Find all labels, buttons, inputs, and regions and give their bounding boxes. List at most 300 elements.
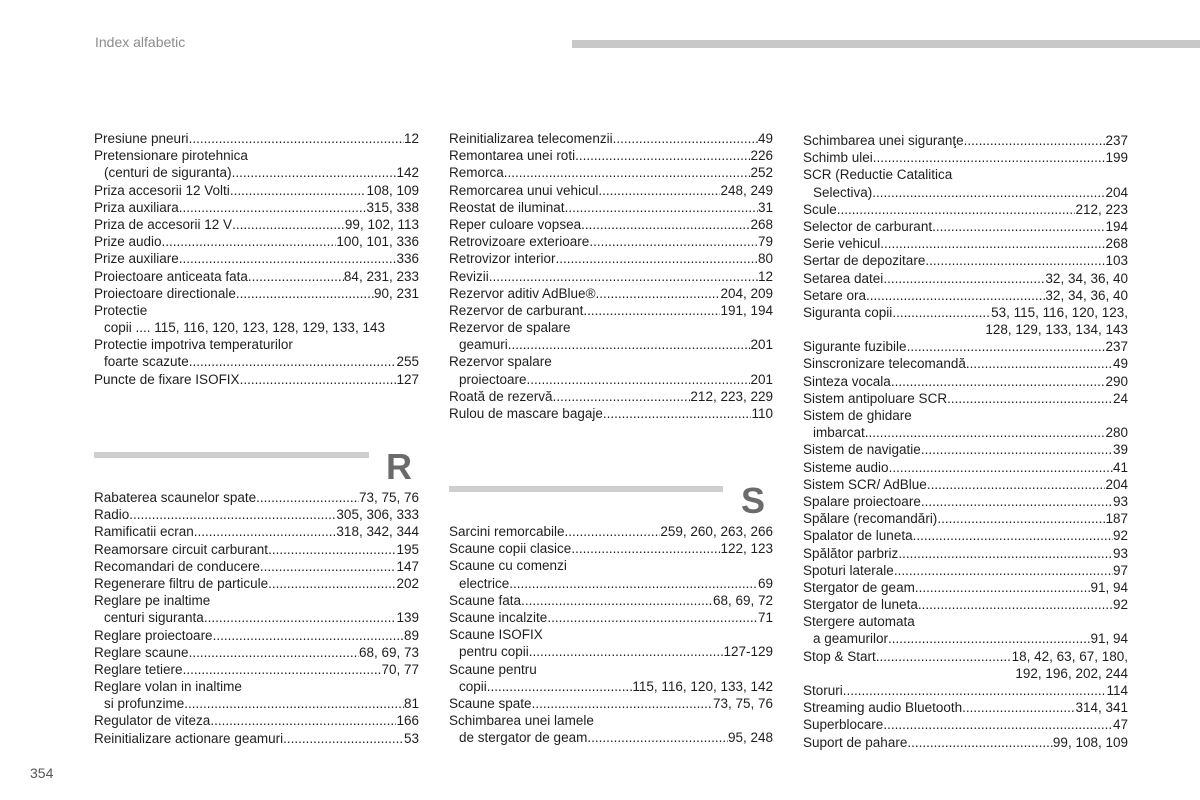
index-entry [449, 319, 773, 336]
index-entry [449, 609, 773, 626]
index-term: Reglare scaune [94, 644, 189, 660]
leader-dots [964, 132, 1106, 149]
index-column-1-r [94, 489, 419, 747]
leader-dots [529, 643, 724, 660]
leader-dots [189, 130, 404, 147]
leader-dots [932, 218, 1105, 235]
page-refs: 201 [750, 371, 773, 387]
index-entry [94, 541, 419, 558]
leader-dots [876, 648, 1012, 665]
leader-dots [508, 336, 751, 353]
index-entry [94, 353, 419, 370]
index-entry [449, 626, 773, 643]
index-term: Remorcarea unui vehicul [449, 182, 599, 198]
page-refs: 70, 77 [381, 661, 419, 677]
page-header-title: Index alfabetic [95, 34, 186, 50]
index-entry [803, 304, 1128, 321]
index-entry [449, 164, 773, 181]
page-refs: 108, 109 [366, 182, 419, 198]
index-entry [449, 643, 773, 660]
index-entry [803, 407, 1128, 424]
page-refs: 202 [396, 575, 419, 591]
index-entry [94, 609, 419, 626]
index-term: Proiectoare anticeata fata [94, 268, 248, 284]
index-entry [803, 355, 1128, 372]
page-refs: 237 [1105, 339, 1128, 355]
index-term: Sinscronizare telecomandă [803, 356, 966, 372]
index-entry [94, 371, 419, 388]
leader-dots [532, 695, 713, 712]
index-term: Radio [94, 507, 130, 523]
index-term: Scaune ISOFIX [449, 627, 543, 643]
leader-dots [883, 270, 1045, 287]
page-refs: 259, 260, 263, 266 [660, 524, 773, 539]
page-refs: 73, 75, 76 [358, 490, 419, 505]
index-term: Scaune cu comenzi [449, 558, 567, 574]
index-term: copii .... 115, 116, 120, 123, 128, 129, 133, 143 [104, 320, 385, 336]
page-refs: 195 [396, 541, 419, 557]
index-entry [803, 527, 1128, 544]
index-entry [449, 233, 773, 250]
index-entry [94, 575, 419, 592]
header-rule [572, 40, 1200, 48]
index-term: Stergator de geam [803, 579, 915, 595]
index-term: Scaune fata [449, 592, 522, 608]
index-entry [94, 130, 419, 147]
index-entry [94, 147, 419, 164]
index-term: SCR (Reductie Catalitica [803, 167, 953, 183]
page-refs: 315, 338 [366, 199, 419, 215]
page-refs: 110 [751, 406, 773, 421]
index-term: Recomandari de conducere [94, 558, 260, 574]
index-entry [449, 695, 773, 712]
index-entry [803, 716, 1128, 733]
index-term: Spălător parbriz [803, 545, 899, 561]
index-term: Suport de pahare [803, 734, 908, 750]
index-entry [803, 579, 1128, 596]
page-refs: 187 [1105, 511, 1128, 527]
index-entry [803, 424, 1128, 441]
index-term: Reglare pe inaltime [94, 593, 211, 609]
index-entry [94, 319, 419, 336]
index-entry [94, 506, 419, 523]
page-refs: 95, 248 [727, 730, 773, 746]
index-term: Retrovizor interior [449, 251, 556, 267]
index-term: si profunzime [104, 696, 185, 712]
page-refs: 201 [750, 337, 773, 353]
page-refs: 93 [1112, 493, 1128, 509]
page-refs: 100, 101, 336 [336, 234, 419, 250]
page-refs: 122, 123 [720, 541, 773, 557]
page-refs: 12 [403, 131, 419, 146]
leader-dots [232, 164, 397, 181]
page-refs: 268 [1105, 236, 1128, 252]
index-term: Scaune copii clasice [449, 541, 572, 557]
page-number: 354 [30, 765, 54, 781]
index-term: Schimbarea unei siguranţe [803, 133, 964, 148]
index-entry [94, 216, 419, 233]
index-entry [803, 562, 1128, 579]
page-refs: 18, 42, 63, 67, 180, [1011, 648, 1128, 664]
page-refs: 212, 223, 229 [690, 388, 773, 404]
leader-dots [179, 199, 367, 216]
leader-dots [204, 609, 397, 626]
index-entry [803, 270, 1128, 287]
index-entry [449, 712, 773, 729]
page-refs: 39 [1112, 442, 1128, 458]
leader-dots [183, 661, 382, 678]
leader-dots [129, 506, 336, 523]
leader-dots [260, 558, 397, 575]
index-term: Priza accesorii 12 Volti [94, 182, 230, 198]
page-refs: 92 [1112, 597, 1128, 613]
index-term: Storuri [803, 683, 843, 698]
leader-dots [613, 130, 758, 147]
index-entry [803, 665, 1128, 682]
page-refs: 80 [757, 251, 773, 267]
page-refs: 31 [757, 199, 773, 215]
index-entry [449, 575, 773, 592]
index-term: Sistem de navigatie [803, 442, 921, 458]
index-entry [94, 712, 419, 729]
page-refs: 305, 306, 333 [336, 507, 419, 523]
index-entry [449, 729, 773, 746]
leader-dots [230, 182, 367, 199]
page-refs: 92 [1112, 528, 1128, 544]
leader-dots [888, 630, 1090, 647]
leader-dots [937, 510, 1105, 527]
index-entry [94, 164, 419, 181]
index-entry [803, 630, 1128, 647]
leader-dots [571, 540, 720, 557]
leader-dots [179, 250, 397, 267]
page-refs: 194 [1105, 218, 1128, 234]
page-refs: 91, 94 [1090, 579, 1128, 595]
leader-dots [907, 734, 1053, 751]
leader-dots [589, 233, 758, 250]
leader-dots [547, 609, 758, 626]
index-term: Remontarea unei roti [449, 148, 576, 164]
index-term: Stergere automata [803, 614, 915, 630]
index-entry [94, 489, 419, 506]
page-refs: 248, 249 [720, 182, 773, 198]
index-entry [94, 336, 419, 353]
index-column-3-s [803, 132, 1128, 751]
index-entry [803, 252, 1128, 269]
index-term: copii [459, 678, 487, 694]
index-entry [803, 613, 1128, 630]
leader-dots [487, 678, 633, 695]
leader-dots [921, 493, 1113, 510]
index-term: geamuri [459, 337, 508, 353]
index-entry [803, 493, 1128, 510]
index-entry [449, 250, 773, 267]
page-refs: 32, 34, 36, 40 [1045, 270, 1128, 286]
index-term: Rezervor spalare [449, 354, 552, 370]
index-term: Superblocare [803, 717, 884, 733]
index-term: Sistem antipoluare SCR [803, 390, 948, 406]
index-term: Selectiva) [813, 184, 873, 200]
index-entry [94, 730, 419, 747]
index-entry [94, 268, 419, 285]
page-refs: 53 [403, 730, 419, 746]
index-entry [803, 390, 1128, 407]
index-entry [94, 233, 419, 250]
index-entry [803, 459, 1128, 476]
index-entry [803, 699, 1128, 716]
index-entry [803, 321, 1128, 338]
index-column-2-s [449, 523, 773, 746]
index-entry [94, 678, 419, 695]
leader-dots [894, 562, 1113, 579]
leader-dots [866, 287, 1045, 304]
index-term: Prize auxiliare [94, 251, 179, 267]
index-term: Scaune spate [449, 695, 532, 711]
page-refs: 47 [1112, 717, 1128, 733]
index-entry [803, 287, 1128, 304]
leader-dots [565, 199, 758, 216]
index-term: de stergator de geam [459, 730, 588, 746]
index-entry [803, 648, 1128, 665]
index-entry [803, 184, 1128, 201]
page-refs: 212, 223 [1075, 201, 1128, 217]
leader-dots [880, 235, 1105, 252]
index-term: Prize audio [94, 234, 162, 250]
index-entry [94, 661, 419, 678]
index-term: Presiune pneuri [94, 131, 189, 146]
leader-dots [843, 682, 1107, 699]
index-term: Setare ora [803, 287, 867, 303]
index-entry [449, 388, 773, 405]
index-entry [94, 592, 419, 609]
leader-dots [213, 627, 404, 644]
leader-dots [283, 730, 404, 747]
index-entry [449, 336, 773, 353]
page-refs: 99, 102, 113 [344, 216, 419, 232]
leader-dots [962, 699, 1075, 716]
index-entry [803, 441, 1128, 458]
index-term: Protectie [94, 302, 148, 318]
index-term: Reglare tetiere [94, 661, 183, 677]
index-entry [449, 592, 773, 609]
section-s-rule [449, 486, 723, 492]
leader-dots [883, 716, 1113, 733]
index-term: Regulator de viteza [94, 713, 211, 729]
index-term: Priza de accesorii 12 V [94, 216, 233, 232]
page-refs: 127 [396, 371, 419, 387]
index-term: Reglare proiectoare [94, 627, 213, 643]
page-refs: 336 [396, 251, 419, 267]
leader-dots [889, 459, 1113, 476]
index-term: pentru copii [459, 644, 529, 660]
index-term: imbarcat [813, 425, 865, 441]
page-refs: 91, 94 [1090, 631, 1128, 647]
page-refs: 71 [757, 609, 773, 625]
index-entry [803, 235, 1128, 252]
index-entry [803, 338, 1128, 355]
leader-dots [837, 201, 1076, 218]
index-entry [449, 523, 773, 540]
index-entry [94, 199, 419, 216]
index-term: Spalator de luneta [803, 528, 913, 544]
index-term: 128, 129, 133, 134, 143 [985, 322, 1128, 338]
index-term: Proiectoare directionale [94, 285, 236, 301]
index-entry [449, 147, 773, 164]
page-refs: 99, 108, 109 [1052, 734, 1128, 750]
index-term: Scule [803, 201, 837, 217]
leader-dots [918, 596, 1113, 613]
index-term: Siguranta copii [803, 304, 893, 320]
page-refs: 32, 34, 36, 40 [1045, 287, 1128, 303]
page-refs: 252 [750, 165, 773, 181]
leader-dots [521, 592, 713, 609]
page-refs: 204 [1105, 476, 1128, 492]
page-refs: 73, 75, 76 [712, 695, 773, 711]
leader-dots [581, 216, 750, 233]
index-entry [803, 476, 1128, 493]
page-refs: 68, 69, 73 [358, 644, 419, 660]
page-refs: 12 [757, 268, 773, 284]
index-term: (centuri de siguranta) [104, 165, 232, 181]
leader-dots [553, 388, 691, 405]
page-refs: 79 [757, 234, 773, 250]
leader-dots [556, 250, 758, 267]
page-refs: 53, 115, 116, 120, 123, [991, 304, 1128, 320]
leader-dots [240, 371, 397, 388]
index-entry [803, 166, 1128, 183]
page-refs: 114 [1106, 683, 1128, 698]
index-entry [449, 216, 773, 233]
leader-dots [892, 304, 991, 321]
page-refs: 49 [1112, 356, 1128, 372]
leader-dots [587, 729, 728, 746]
leader-dots [873, 149, 1106, 166]
index-term: Priza auxiliara [94, 199, 179, 215]
leader-dots [184, 695, 404, 712]
leader-dots [898, 545, 1113, 562]
page-refs: 68, 69, 72 [712, 592, 773, 608]
leader-dots [583, 302, 720, 319]
index-entry [803, 682, 1128, 699]
leader-dots [966, 355, 1113, 372]
page-refs: 115, 116, 120, 133, 142 [632, 678, 773, 694]
index-term: Protectie impotriva temperaturilor [94, 337, 293, 353]
section-s-letter: S [741, 480, 766, 521]
index-term: Reinitializarea telecomenzii [449, 131, 613, 146]
page-refs: 314, 341 [1075, 700, 1128, 716]
leader-dots [268, 575, 396, 592]
page-refs: 199 [1105, 150, 1128, 166]
index-entry [449, 130, 773, 147]
index-entry [803, 149, 1128, 166]
leader-dots [913, 527, 1113, 544]
page-refs: 81 [403, 696, 419, 712]
index-term: Revizii [449, 268, 489, 284]
index-term: Rezervor aditiv AdBlue® [449, 285, 596, 301]
index-term: Reostat de iluminat [449, 199, 565, 215]
index-term: Roată de rezervă [449, 388, 553, 404]
index-term: Streaming audio Bluetooth [803, 700, 963, 716]
leader-dots [189, 644, 359, 661]
index-term: Remorca [449, 165, 504, 181]
page-refs: 69 [757, 575, 773, 591]
index-entry [803, 510, 1128, 527]
leader-dots [189, 353, 397, 370]
page-refs: 84, 231, 233 [343, 268, 419, 284]
index-entry [449, 371, 773, 388]
index-entry [803, 545, 1128, 562]
index-term: Puncte de fixare ISOFIX [94, 371, 240, 387]
index-term: Spălare (recomandări) [803, 511, 938, 527]
page-refs: 166 [396, 713, 419, 729]
page-refs: 24 [1112, 390, 1128, 406]
index-entry [449, 353, 773, 370]
index-term: Scaune incalzite [449, 609, 548, 625]
leader-dots [907, 338, 1106, 355]
index-entry [94, 523, 419, 540]
index-entry [803, 734, 1128, 751]
page-refs: 204 [1105, 184, 1128, 200]
index-term: Rezervor de spalare [449, 320, 571, 336]
index-entry [803, 218, 1128, 235]
leader-dots [915, 579, 1091, 596]
leader-dots [162, 233, 337, 250]
index-term: 192, 196, 202, 244 [1015, 665, 1128, 681]
index-term: a geamurilor [813, 631, 889, 647]
index-term: electrice [459, 575, 510, 591]
index-term: Reglare volan in inaltime [94, 679, 242, 695]
index-entry [449, 285, 773, 302]
index-term: Reinitializare actionare geamuri [94, 730, 284, 746]
index-entry [449, 199, 773, 216]
index-term: Sistem SCR/ AdBlue [803, 476, 927, 492]
leader-dots [921, 441, 1113, 458]
index-entry [803, 373, 1128, 390]
leader-dots [232, 216, 345, 233]
index-term: centuri siguranta [104, 610, 204, 626]
index-term: Sinteza vocala [803, 373, 891, 389]
index-column-1-p [94, 130, 419, 388]
page-refs: 41 [1112, 459, 1128, 475]
index-term: Spoturi laterale [803, 562, 894, 578]
page-refs: 103 [1105, 253, 1128, 269]
index-term: Rulou de mascare bagaje [449, 406, 603, 421]
page-refs: 255 [396, 354, 419, 370]
index-entry [803, 132, 1128, 149]
index-term: Sertar de depozitare [803, 253, 926, 269]
page-refs: 318, 342, 344 [336, 524, 419, 540]
index-entry [94, 250, 419, 267]
index-entry [449, 268, 773, 285]
leader-dots [603, 405, 752, 422]
page-refs: 147 [396, 558, 419, 574]
index-entry [449, 540, 773, 557]
page-refs: 237 [1105, 133, 1128, 148]
page-refs: 139 [396, 610, 419, 626]
page-refs: 268 [750, 216, 773, 232]
page-refs: 127-129 [723, 644, 773, 660]
leader-dots [509, 575, 758, 592]
index-entry [94, 627, 419, 644]
index-entry [94, 695, 419, 712]
index-column-2-r [449, 130, 773, 422]
leader-dots [236, 285, 374, 302]
index-term: Scaune pentru [449, 661, 537, 677]
leader-dots [248, 268, 344, 285]
leader-dots [489, 268, 758, 285]
index-entry [449, 182, 773, 199]
leader-dots [598, 182, 720, 199]
